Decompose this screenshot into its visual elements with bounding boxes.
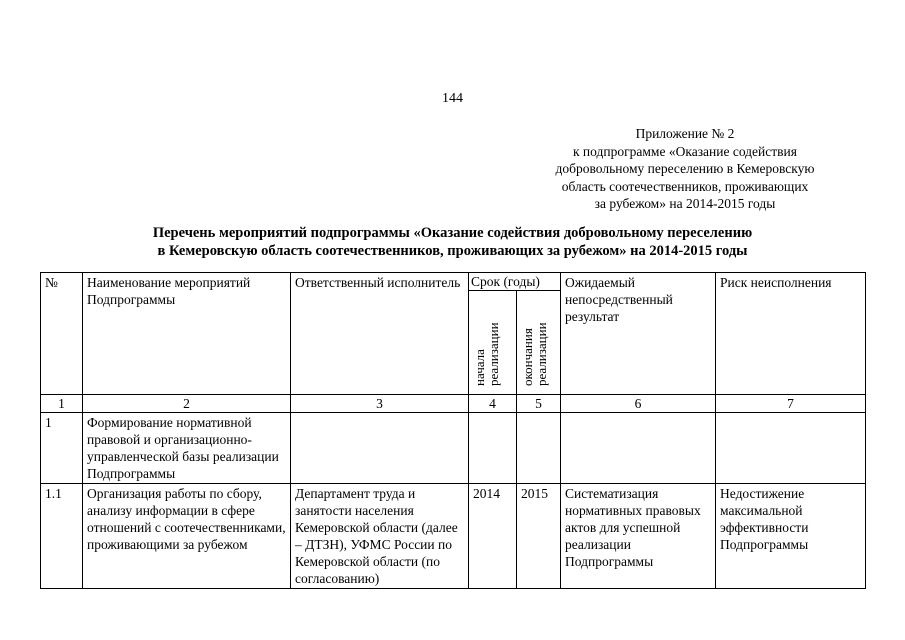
row-start — [469, 413, 517, 484]
appendix-line: за рубежом» на 2014-2015 годы — [594, 196, 776, 211]
appendix-line: Приложение № 2 — [635, 126, 735, 141]
header-risk: Риск неисполнения — [716, 273, 866, 395]
appendix-line: добровольному переселению в Кемеровскую — [555, 161, 815, 176]
row-responsible — [291, 413, 469, 484]
header-term: Срок (годы) — [469, 273, 561, 291]
table-row — [41, 484, 866, 589]
row-num: 1.1 — [41, 484, 83, 589]
column-number: 2 — [83, 395, 291, 413]
measures-table — [40, 272, 866, 589]
appendix-line: область соотечественников, проживающих — [561, 178, 809, 194]
column-number: 4 — [469, 395, 517, 413]
column-number: 1 — [41, 395, 83, 413]
column-number: 7 — [716, 395, 866, 413]
header-row — [41, 273, 866, 291]
table-row — [41, 413, 866, 484]
header-end-text: окончания реализации — [520, 322, 549, 386]
header-start — [469, 291, 517, 395]
appendix-line: к подпрограмме «Оказание содействия — [573, 143, 797, 159]
column-number: 6 — [561, 395, 716, 413]
row-end: 2015 — [517, 484, 561, 589]
row-end — [517, 413, 561, 484]
header-name: Наименование мероприятий Подпрограммы — [83, 273, 291, 395]
row-risk — [716, 413, 866, 484]
document-title — [0, 224, 905, 260]
header-num: № — [41, 273, 83, 395]
header-start-text: начала реализации — [472, 322, 501, 386]
row-name: Организация работы по сбору, анализу информации в сфере отношений с соотечественниками, проживающими за рубежом — [83, 484, 291, 589]
header-result: Ожидаемый непосредственный результат — [561, 273, 716, 395]
row-result: Систематизация нормативных правовых актов для успешной реализации Подпрограммы — [561, 484, 716, 589]
column-number: 5 — [517, 395, 561, 413]
column-number-row — [41, 395, 866, 413]
row-num: 1 — [41, 413, 83, 484]
page-number: 144 — [442, 91, 463, 106]
row-start: 2014 — [469, 484, 517, 589]
row-risk: Недостижение максимальной эффективности Подпрограммы — [716, 484, 866, 589]
header-end — [517, 291, 561, 395]
appendix-heading — [520, 125, 850, 213]
title-line: Перечень мероприятий подпрограммы «Оказание содействия добровольному переселению — [152, 225, 753, 241]
header-responsible: Ответственный исполнитель — [291, 273, 469, 395]
row-result — [561, 413, 716, 484]
row-name: Формирование нормативной правовой и организационно-управленческой базы реализации Подпрограммы — [83, 413, 291, 484]
column-number: 3 — [291, 395, 469, 413]
row-responsible: Департамент труда и занятости населения Кемеровской области (далее – ДТЗН), УФМС России по Кемеровской области (по согласованию) — [291, 484, 469, 589]
title-line: в Кемеровскую область соотечественников, проживающих за рубежом» на 2014-2015 годы — [157, 243, 748, 259]
